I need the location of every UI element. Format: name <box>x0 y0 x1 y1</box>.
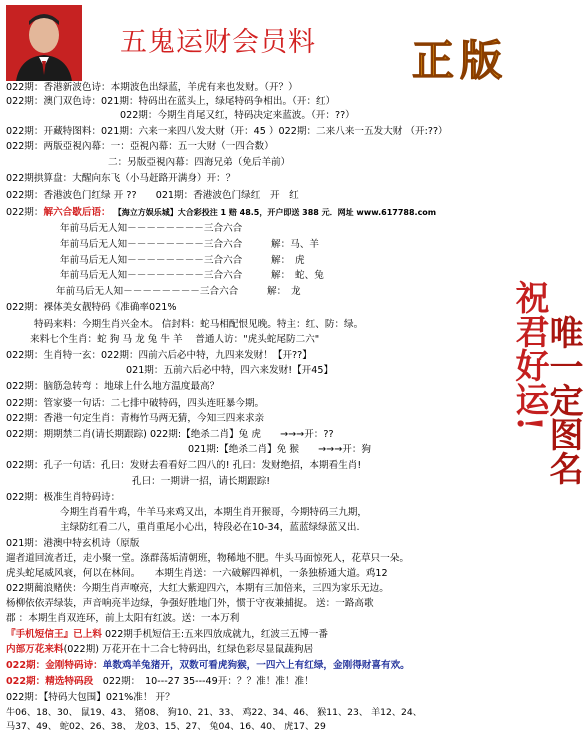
line-26: 孔曰：一期讲一招，请长期跟踪! <box>132 476 271 487</box>
line-3: 022期：今期生肖尾又红，特码决定来蓝波。（开：??） <box>120 110 355 121</box>
line-35: 郡 ：本期生肖双连环，前上太阳有红波。送：一本万利 <box>6 613 240 624</box>
jingang-label: 022期：金刚特码诗： <box>6 660 103 671</box>
line-32: 虎头蛇尾威风衰，何以在林间。 本期生肖送：一六破解四禅机，一条独桥通大道。鸡12 <box>6 568 388 579</box>
line-21: 022期：管家婆一句话：二七排中破特码，四头连旺暴今期。 <box>6 398 265 409</box>
line-36 <box>6 629 328 641</box>
casino-ad: 【海立方娱乐城】大合彩投注 1 赔 48.5，开户即送 388 元．网址 www.617788.com <box>113 208 437 217</box>
line-39 <box>6 676 314 688</box>
line-5: 022期：两版亞視內幕：一：亞視內幕：五一大财（一四合数） <box>6 141 274 152</box>
line-33: 022期蔺浪赌侠：今期生肖声嘹亮，大红大紫迎四六，本期有三加倍来，三四为家乐无边。 <box>6 583 389 594</box>
line-9-label: 022期： <box>6 207 44 218</box>
line-30: 021期：港澳中特玄机诗（原版 <box>6 538 140 549</box>
page-title: 五鬼运财会员料 <box>120 27 316 58</box>
line-15: 022期：裸体美女靓特码《准确率021% <box>6 302 177 313</box>
line-31: 遛者道回流者迁，走小聚一堂。涤群荡垢清朝班，物稀地不肥。牛头马面惊死人，花草只一朵。 <box>6 553 409 564</box>
line-27: 022期：极准生肖特码诗： <box>6 492 121 503</box>
good-luck-banner: 祝君好运! <box>509 279 549 431</box>
line-9 <box>6 207 436 219</box>
range-label: 022期：精选特码段 <box>6 676 94 687</box>
sms-king-text: 022期手机短信王:五来四放成就九，红波三五博一番 <box>101 629 328 640</box>
line-4: 022期：开藏特图料：021期：六来一来四八发大财（开：45 ）022期：二来八来一五发大财 （开:??） <box>6 126 448 137</box>
line-2: 022期：澳门双色诗：021期：特码出在蓝头上，绿尾特码争相出。（开：红） <box>6 96 336 107</box>
sms-king-label: 『手机短信王』已上料 <box>6 629 102 640</box>
line-16: 特码来料：今期生肖兴金木。 信封料：蛇马相配恨见晚。特主：红、防：绿。 <box>34 319 364 330</box>
riddle-heading: 解六合歇后语： <box>43 207 111 218</box>
line-38 <box>6 660 410 672</box>
line-7: 022期拱算盘：大醒向东飞（小马赶路开满身）开：？ <box>6 173 236 184</box>
line-37 <box>6 644 313 656</box>
line-6: 二：另版亞視內幕：四海兄弟（免后羊前） <box>108 157 291 168</box>
riddle-line-2: 年前马后无人知－－－－－－－－三合六合 解：马、羊 <box>60 239 320 250</box>
riddle-line-5: 年前马后无人知－－－－－－－－三合六合 解： 龙 <box>56 286 301 297</box>
riddle-line-1: 年前马后无人知－－－－－－－－三合六合 <box>60 223 243 234</box>
only-banner: 唯一定图名 <box>543 315 583 485</box>
range-text: 022期： 10---27 35---49开：？？准！准！准！ <box>102 676 314 687</box>
wanhua-label: 内部万花来料 <box>6 644 64 655</box>
avatar <box>6 5 82 81</box>
line-1: 022期：香港新波色诗：本期波色出绿蓝，羊虎有来也发财。（开？） <box>6 82 298 93</box>
line-20: 022期：脑筋急转弯 ：地球上什么地方温度最高？ <box>6 381 220 392</box>
portrait-icon <box>6 5 82 81</box>
line-41: 牛06、18、30、 鼠19、43、 猪08、 狗10、21、33、 鸡22、34、46、 猴11、23、 羊12、24、 <box>6 707 422 718</box>
line-42: 马37、49、 蛇02、26、38、 龙03、15、27、 兔04、16、40、 虎17、29 <box>6 721 326 732</box>
line-17: 来料七个生肖：蛇 狗 马 龙 兔 牛 羊 普通人访："虎头蛇尾防二六" <box>30 334 320 345</box>
riddle-line-3: 年前马后无人知－－－－－－－－三合六合 解： 虎 <box>60 255 305 266</box>
line-18: 022期：生肖特一玄：022期：四前六后必中特，九四来发财！【开??】 <box>6 350 312 361</box>
jingang-text: 单数鸡羊兔猪开，双数可看虎狗猴，一四六上有红绿，金刚得财喜有欢。 <box>102 660 410 671</box>
line-23: 022期：期期禁二肖(请长期跟踪) 022期:【绝杀二肖】兔 虎 →→→开：?? <box>6 429 334 440</box>
authentic-badge: 正版 <box>412 36 509 85</box>
riddle-line-4: 年前马后无人知－－－－－－－－三合六合 解： 蛇、兔 <box>60 270 324 281</box>
line-34: 杨柳依依弄绿装，声音响亮半边绿，争强好胜地门外，惯于守夜兼捕捉。 送：一路高歌 <box>6 598 374 609</box>
line-40: 022期：【特码大包围】021%准！ 开？ <box>6 692 175 703</box>
line-24: 021期:【绝杀二肖】免 猴 →→→开：狗 <box>188 444 372 455</box>
line-25: 022期：孔子一句话：孔曰：发财去看看好二四八的! 孔曰：发财绝招，本期看生肖! <box>6 460 362 471</box>
line-22: 022期：香港一句定生肖：青梅竹马两无猜，今知三四来求亲 <box>6 413 265 424</box>
line-28: 今期生肖看牛鸡，牛羊马来鸡又出，本期生肖开猴哥，今期特码三九期， <box>60 507 367 518</box>
line-29: 主绿防红看二八，重肖重尾小心出，特段必在10-34，蓝蓝绿绿蓝又出. <box>60 522 360 533</box>
line-8: 022期：香港波色门红绿 开 ?? 021期：香港波色门绿红 开 红 <box>6 190 299 201</box>
line-19: 021期：五前六后必中特，四六来发财!【开45】 <box>126 365 334 376</box>
wanhua-text: (022期) 万花开在十二合七特码出，红绿色彩尽显鼠蔬狗居 <box>63 644 314 655</box>
